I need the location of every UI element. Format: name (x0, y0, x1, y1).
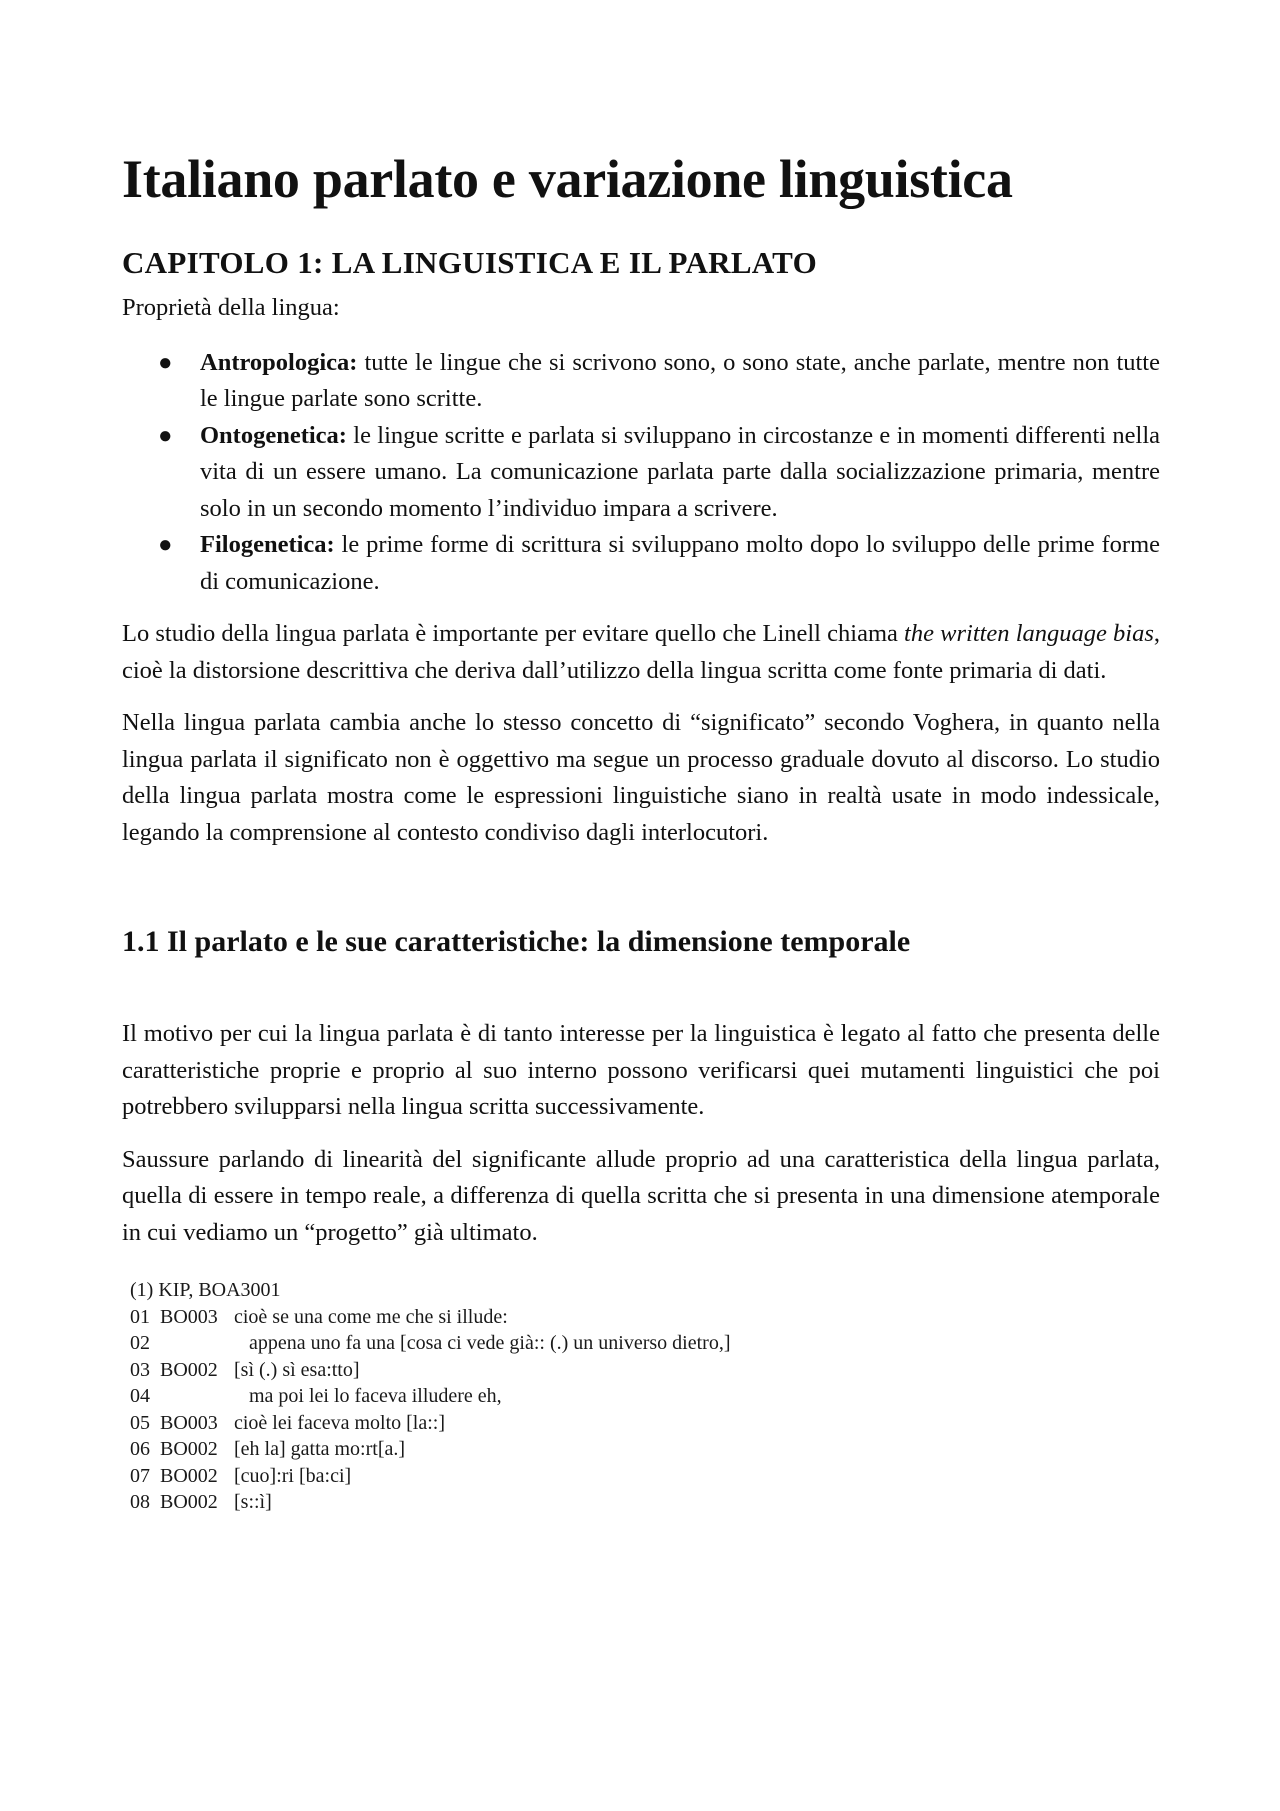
bullet-icon: ● (158, 532, 173, 559)
utterance-text: cioè lei faceva molto [la::] (234, 1411, 446, 1434)
paragraph-voghera: Nella lingua parlata cambia anche lo stesso concetto di “significato” secondo Voghera, in quanto nella lingua parlata il significato non è oggettivo ma segue un processo graduale dovuto al discorso. Lo studio della lingua parlata mostra come le espressioni linguistiche siano in realtà usate in modo indessicale, legando la comprensione al contesto condiviso dagli interlocutori. (122, 709, 1160, 846)
line-number: 06 (130, 1438, 150, 1461)
utterance-text: [sì (.) sì esa:tto] (234, 1358, 360, 1381)
utterance-text: cioè se una come me che si illude: (234, 1305, 508, 1328)
utterance-text: [eh la] gatta mo:rt[a.] (234, 1438, 406, 1461)
linell-text-after: , cioè la distorsione descrittiva che deriva dall’utilizzo della lingua scritta come fonte primaria di dati. (122, 620, 1161, 684)
transcript-row (130, 1383, 1160, 1410)
transcript-excerpt (130, 1277, 1160, 1516)
properties-intro: Proprietà della lingua: (122, 294, 340, 322)
transcript-row (130, 1436, 1160, 1463)
section-title: 1.1 Il parlato e le sue caratteristiche: la dimensione temporale (122, 925, 911, 959)
speaker-id: BO002 (160, 1491, 218, 1514)
speaker-id: BO002 (160, 1464, 218, 1487)
paragraph-linell (122, 616, 1160, 689)
line-number: 08 (130, 1491, 150, 1514)
speaker-id (160, 1330, 234, 1357)
speaker-id: BO002 (160, 1358, 218, 1381)
chapter-title: CAPITOLO 1: LA LINGUISTICA E IL PARLATO (122, 245, 818, 280)
line-number: 03 (130, 1358, 150, 1381)
line-number: 01 (130, 1305, 150, 1328)
list-item (158, 527, 1160, 600)
document-title: Italiano parlato e variazione linguistica (122, 149, 1013, 209)
transcript-row (130, 1304, 1160, 1331)
transcript-header: (1) KIP, BOA3001 (130, 1279, 281, 1302)
utterance-text: appena uno fa una [cosa ci vede già:: (.) un universo dietro,] (234, 1332, 731, 1355)
section-paragraph: Il motivo per cui la lingua parlata è di tanto interesse per la linguistica è legato al fatto che presenta delle caratteristiche proprie e proprio al suo interno possono verificarsi quei mutamenti linguistici che poi potrebbero svilupparsi nella lingua scritta successivamente. (122, 1020, 1160, 1121)
line-number: 04 (130, 1385, 150, 1408)
transcript-row (130, 1330, 1160, 1357)
property-text: le prime forme di scrittura si sviluppano molto dopo lo sviluppo delle prime forme di comunicazione. (200, 531, 1160, 595)
bullet-icon: ● (158, 349, 173, 376)
list-item (158, 345, 1160, 418)
speaker-id: BO002 (160, 1438, 218, 1461)
transcript-row (130, 1357, 1160, 1384)
speaker-id: BO003 (160, 1305, 218, 1328)
list-item (158, 418, 1160, 528)
property-term: Antropologica: (200, 348, 358, 376)
property-term: Filogenetica: (200, 531, 335, 559)
property-text: le lingue scritte e parlata si sviluppano in circostanze e in momenti differenti nella vita di un essere umano. La comunicazione parlata parte dalla socializzazione primaria, mentre solo in un secondo momento l’individuo impara a scrivere. (200, 421, 1160, 522)
property-text: tutte le lingue che si scrivono sono, o sono state, anche parlate, mentre non tutte le lingue parlate sono scritte. (200, 348, 1160, 413)
speaker-id (160, 1383, 234, 1410)
speaker-id: BO003 (160, 1411, 218, 1434)
section-paragraph: Saussure parlando di linearità del significante allude proprio ad una caratteristica della lingua parlata, quella di essere in tempo reale, a differenza di quella scritta che si presenta in una dimensione atemporale in cui vediamo un “progetto” già ultimato. (122, 1145, 1160, 1246)
transcript-row (130, 1463, 1160, 1490)
utterance-text: [cuo]:ri [ba:ci] (234, 1464, 352, 1487)
properties-list (122, 345, 1160, 601)
line-number: 07 (130, 1464, 150, 1487)
utterance-text: [s::ì] (234, 1491, 272, 1514)
utterance-text: ma poi lei lo faceva illudere eh, (234, 1385, 502, 1408)
line-number: 05 (130, 1411, 150, 1434)
bullet-icon: ● (158, 422, 173, 449)
transcript-row (130, 1489, 1160, 1516)
line-number: 02 (130, 1332, 150, 1355)
linell-italic-term: the written language bias (904, 620, 1154, 648)
transcript-row (130, 1410, 1160, 1437)
linell-text-before: Lo studio della lingua parlata è importante per evitare quello che Linell chiama (122, 620, 905, 648)
property-term: Ontogenetica: (200, 421, 347, 449)
